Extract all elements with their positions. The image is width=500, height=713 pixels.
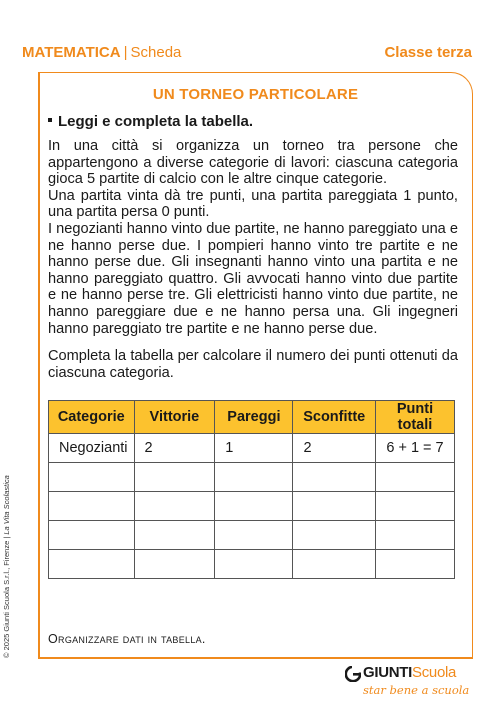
bullet-icon bbox=[48, 118, 52, 122]
section-label: Scheda bbox=[130, 44, 182, 61]
subject-label: MATEMATICA bbox=[22, 44, 121, 61]
table-cell[interactable] bbox=[375, 492, 454, 521]
table-cell[interactable] bbox=[293, 550, 375, 579]
table-cell[interactable] bbox=[49, 492, 135, 521]
task-text bbox=[48, 348, 458, 381]
results-table bbox=[48, 400, 455, 579]
table-cell[interactable] bbox=[293, 521, 375, 550]
table-cell[interactable] bbox=[215, 550, 293, 579]
copyright-text: © 2025 Giunti Scuola S.r.l., Firenze | bbox=[2, 534, 11, 658]
table-cell[interactable] bbox=[49, 463, 135, 492]
frame-left-border bbox=[38, 72, 40, 658]
header-punti-totali: Punti totali bbox=[375, 401, 454, 434]
table-cell[interactable] bbox=[134, 463, 215, 492]
header-vittorie: Vittorie bbox=[134, 401, 215, 434]
table-row bbox=[49, 463, 455, 492]
table-cell[interactable] bbox=[375, 550, 454, 579]
table-cell: 6 + 1 = 7 bbox=[375, 434, 454, 463]
paragraph-scoring: Una partita vinta dà tre punti, una partita pareggiata 1 punto, una partita persa 0 punti. bbox=[48, 187, 458, 221]
magazine-name: La Vita Scolastica bbox=[2, 475, 11, 535]
logo-tagline: star bene a scuola bbox=[363, 683, 470, 697]
table-cell: 2 bbox=[134, 434, 215, 463]
table-cell[interactable] bbox=[215, 492, 293, 521]
page-header bbox=[22, 44, 472, 66]
table-cell[interactable] bbox=[134, 492, 215, 521]
table-row bbox=[49, 434, 455, 463]
table-cell[interactable] bbox=[134, 521, 215, 550]
table-row bbox=[49, 492, 455, 521]
logo-wordmark bbox=[363, 664, 456, 681]
logo-brand-suffix: Scuola bbox=[412, 664, 457, 681]
problem-text bbox=[48, 138, 458, 337]
table-row bbox=[49, 521, 455, 550]
table-cell[interactable] bbox=[215, 521, 293, 550]
table-cell[interactable] bbox=[375, 463, 454, 492]
header-sconfitte: Sconfitte bbox=[293, 401, 375, 434]
task-paragraph: Completa la tabella per calcolare il numero dei punti ottenuti da ciascuna categoria. bbox=[48, 348, 458, 381]
giunti-logo-icon bbox=[345, 666, 361, 682]
table-row bbox=[49, 550, 455, 579]
table-cell[interactable] bbox=[49, 521, 135, 550]
table-cell[interactable] bbox=[215, 463, 293, 492]
logo-brand: GIUNTI bbox=[363, 664, 413, 681]
header-left bbox=[22, 44, 181, 61]
header-pareggi: Pareggi bbox=[215, 401, 293, 434]
frame-bottom-border bbox=[38, 657, 473, 659]
table-cell: 1 bbox=[215, 434, 293, 463]
paragraph-results: I negozianti hanno vinto due partite, ne hanno pareggiato una e ne hanno perse due. I pompieri hanno vinto tre partite e ne hanno perse due. Gli insegnanti hanno vinto una partita e ne hanno pareggiato quattro. Gli avvocati hanno vinto due partite e ne hanno perse tre. Gli elettricisti hanno vinto due partite, ne hanno pareggiare due e ne hanno persa una. Gli ingegneri hanno pareggiato tre partite e ne hanno perse due. bbox=[48, 220, 458, 337]
table-header-row bbox=[49, 401, 455, 434]
grade-label: Classe terza bbox=[384, 44, 472, 61]
table-cell[interactable] bbox=[293, 492, 375, 521]
table-cell[interactable] bbox=[375, 521, 454, 550]
table-cell[interactable] bbox=[49, 550, 135, 579]
giunti-scuola-logo bbox=[345, 664, 470, 704]
worksheet-title: UN TORNEO PARTICOLARE bbox=[152, 86, 359, 103]
header-categorie: Categorie bbox=[49, 401, 135, 434]
table-cell: 2 bbox=[293, 434, 375, 463]
skill-label: Organizzare dati in tabella. bbox=[48, 632, 206, 646]
instruction-text: Leggi e completa la tabella. bbox=[58, 113, 254, 130]
table-cell: Negozianti bbox=[49, 434, 135, 463]
table-cell[interactable] bbox=[134, 550, 215, 579]
header-separator: | bbox=[123, 44, 128, 61]
copyright-notice bbox=[2, 475, 11, 658]
paragraph-intro: In una città si organizza un torneo tra persone che appartengono a diverse categorie di lavori: ciascuna categoria gioca 5 partite di calcio con le altre cinque categorie. bbox=[48, 138, 458, 188]
instruction bbox=[48, 113, 253, 130]
table-cell[interactable] bbox=[293, 463, 375, 492]
